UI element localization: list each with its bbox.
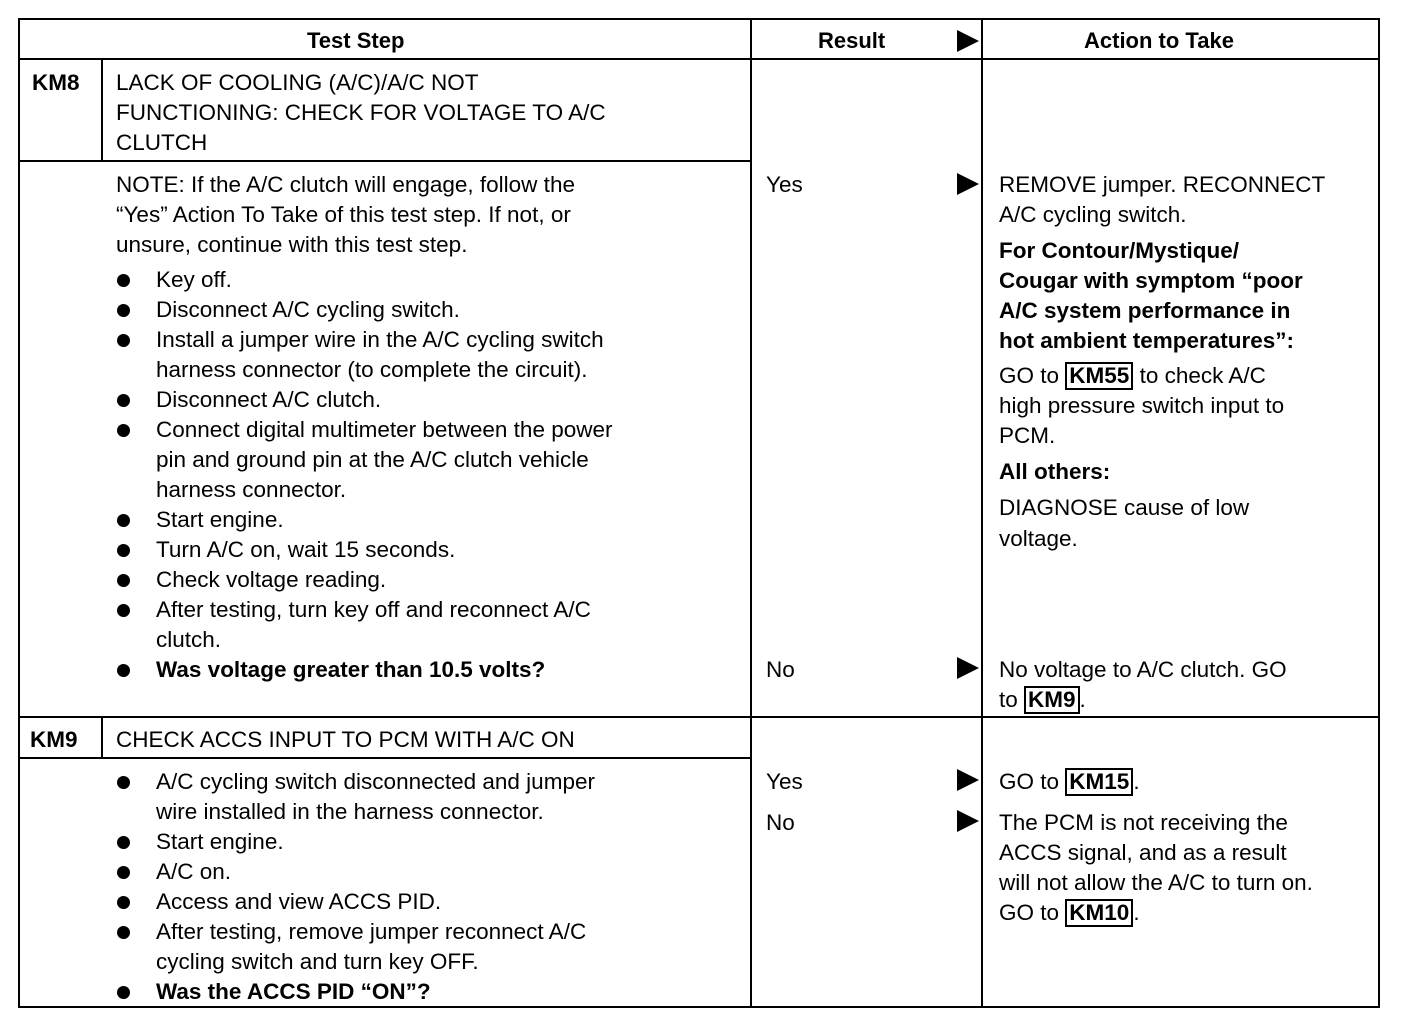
km9-step: Access and view ACCS PID. <box>156 889 442 914</box>
goto-suffix: . <box>1079 687 1086 712</box>
divider-result <box>750 20 752 1006</box>
km9-ref[interactable]: KM9 <box>1024 686 1080 714</box>
diagnostic-table <box>18 18 1380 1008</box>
bullet-icon <box>117 604 130 617</box>
header-result: Result <box>818 28 886 53</box>
km8-question: Was voltage greater than 10.5 volts? <box>156 657 546 682</box>
km8-step: After testing, turn key off and reconnect A/C <box>156 597 591 622</box>
arrow-icon <box>957 769 979 791</box>
km8-no-action: No voltage to A/C clutch. GO <box>999 657 1287 682</box>
arrow-icon <box>957 810 979 832</box>
goto-prefix: GO to <box>999 769 1060 794</box>
km8-yes-condition: hot ambient temperatures”: <box>999 328 1295 353</box>
km9-no-goto <box>999 898 1140 928</box>
km8-title-line: CLUTCH <box>116 130 208 155</box>
km8-others-line: DIAGNOSE cause of low <box>999 495 1250 520</box>
km8-yes-goto-line: high pressure switch input to <box>999 393 1285 418</box>
km8-yes-condition: A/C system performance in <box>999 298 1291 323</box>
km9-question: Was the ACCS PID “ON”? <box>156 979 431 1004</box>
km8-id: KM8 <box>32 70 80 95</box>
km9-id: KM9 <box>30 727 78 752</box>
km8-others-line: voltage. <box>999 526 1078 551</box>
km9-no-action: The PCM is not receiving the <box>999 810 1288 835</box>
km9-title-underline <box>20 757 751 759</box>
bullet-icon <box>117 574 130 587</box>
km9-no-label: No <box>766 810 795 835</box>
km8-yes-action: REMOVE jumper. RECONNECT <box>999 172 1326 197</box>
km8-step: Install a jumper wire in the A/C cycling switch <box>156 327 604 352</box>
divider-km8-id <box>101 58 103 161</box>
bullet-icon <box>117 664 130 677</box>
km15-ref[interactable]: KM15 <box>1065 768 1133 796</box>
goto-suffix: . <box>1133 769 1140 794</box>
km8-no-label: No <box>766 657 795 682</box>
bullet-icon <box>117 274 130 287</box>
km8-bottom-line <box>20 716 1380 718</box>
bullet-icon <box>117 394 130 407</box>
km9-step: A/C cycling switch disconnected and jumper <box>156 769 595 794</box>
km9-no-action: ACCS signal, and as a result <box>999 840 1287 865</box>
km8-yes-label: Yes <box>766 172 803 197</box>
bullet-icon <box>117 514 130 527</box>
km8-step: Key off. <box>156 267 232 292</box>
km8-others-label: All others: <box>999 459 1111 484</box>
km9-step: A/C on. <box>156 859 232 884</box>
km8-no-goto <box>999 685 1086 715</box>
km8-title-underline <box>20 160 751 162</box>
km8-yes-goto-line: PCM. <box>999 423 1056 448</box>
bullet-icon <box>117 926 130 939</box>
km10-ref[interactable]: KM10 <box>1065 899 1133 927</box>
bullet-icon <box>117 304 130 317</box>
bullet-icon <box>117 836 130 849</box>
bullet-icon <box>117 896 130 909</box>
header-arrow-icon <box>957 30 979 52</box>
km9-no-action: will not allow the A/C to turn on. <box>999 870 1313 895</box>
km8-yes-condition: For Contour/Mystique/ <box>999 238 1239 263</box>
km8-step: pin and ground pin at the A/C clutch vehicle <box>156 447 589 472</box>
km8-step: harness connector. <box>156 477 347 502</box>
km8-title-line: FUNCTIONING: CHECK FOR VOLTAGE TO A/C <box>116 100 606 125</box>
km8-yes-condition: Cougar with symptom “poor <box>999 268 1303 293</box>
divider-km9-id <box>101 716 103 758</box>
km9-step: Start engine. <box>156 829 284 854</box>
arrow-icon <box>957 173 979 195</box>
km9-title: CHECK ACCS INPUT TO PCM WITH A/C ON <box>116 727 575 752</box>
header-action: Action to Take <box>1084 28 1234 53</box>
km8-note-line: “Yes” Action To Take of this test step. If not, or <box>116 202 571 227</box>
goto-suffix: . <box>1133 900 1140 925</box>
goto-prefix: to <box>999 687 1018 712</box>
bullet-icon <box>117 544 130 557</box>
km9-yes-goto <box>999 767 1140 797</box>
bullet-icon <box>117 424 130 437</box>
km55-ref[interactable]: KM55 <box>1065 362 1133 390</box>
divider-action <box>981 20 983 1006</box>
goto-suffix: to check A/C <box>1139 363 1266 388</box>
km8-step: Disconnect A/C clutch. <box>156 387 382 412</box>
km8-step: Connect digital multimeter between the power <box>156 417 613 442</box>
km8-note-line: unsure, continue with this test step. <box>116 232 468 257</box>
km8-note-line: NOTE: If the A/C clutch will engage, follow the <box>116 172 575 197</box>
goto-prefix: GO to <box>999 363 1060 388</box>
km8-yes-goto <box>999 361 1266 391</box>
goto-prefix: GO to <box>999 900 1060 925</box>
km9-step: cycling switch and turn key OFF. <box>156 949 479 974</box>
bullet-icon <box>117 334 130 347</box>
header-test-step: Test Step <box>307 28 405 53</box>
km9-yes-label: Yes <box>766 769 803 794</box>
km8-step: harness connector (to complete the circuit). <box>156 357 588 382</box>
km8-step: clutch. <box>156 627 222 652</box>
bullet-icon <box>117 866 130 879</box>
km8-yes-action: A/C cycling switch. <box>999 202 1187 227</box>
km9-step: After testing, remove jumper reconnect A/C <box>156 919 587 944</box>
km8-step: Disconnect A/C cycling switch. <box>156 297 460 322</box>
bullet-icon <box>117 776 130 789</box>
km9-step: wire installed in the harness connector. <box>156 799 544 824</box>
km8-step: Start engine. <box>156 507 284 532</box>
arrow-icon <box>957 657 979 679</box>
km8-step: Turn A/C on, wait 15 seconds. <box>156 537 456 562</box>
header-underline <box>20 58 1380 60</box>
km8-step: Check voltage reading. <box>156 567 387 592</box>
km8-title-line: LACK OF COOLING (A/C)/A/C NOT <box>116 70 479 95</box>
bullet-icon <box>117 986 130 999</box>
